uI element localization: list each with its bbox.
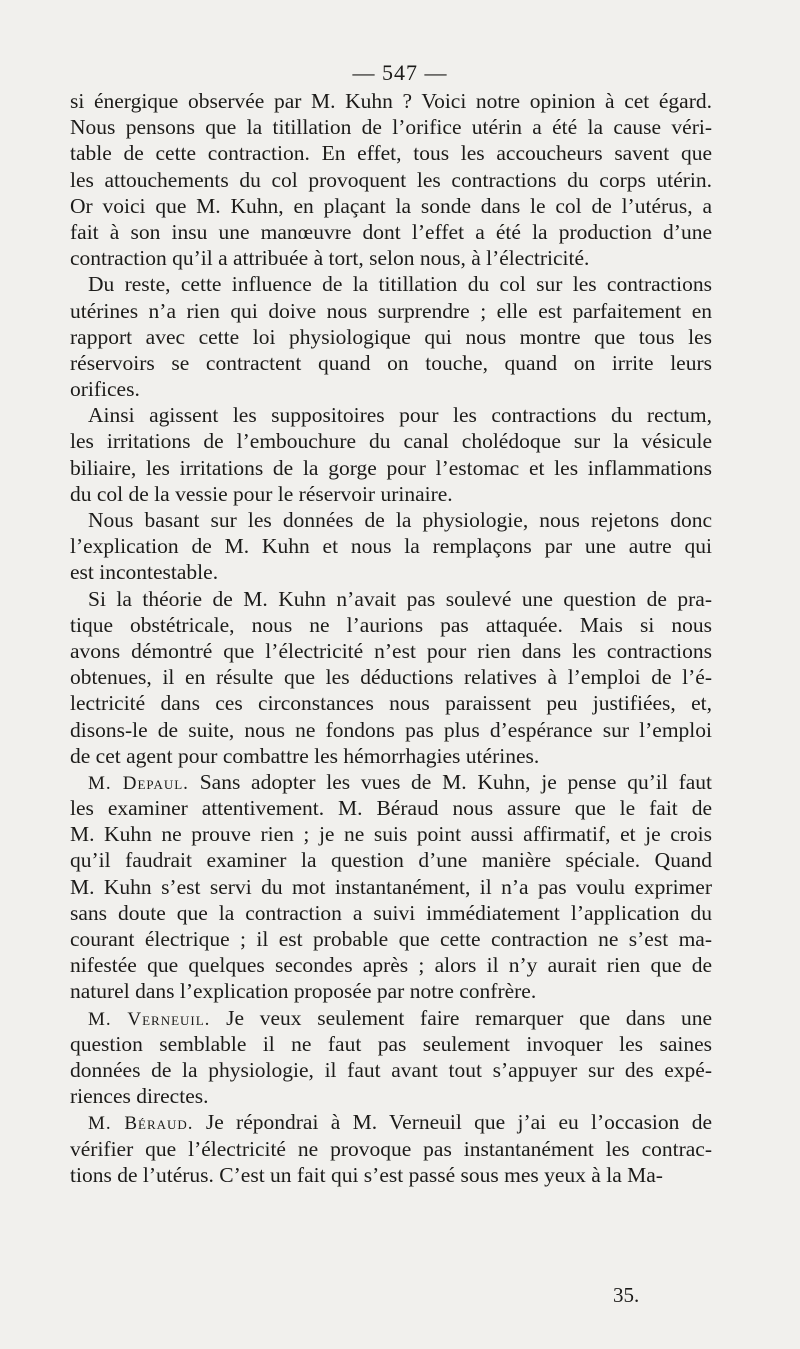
line-text: question semblable il ne faut pas seulement invoquer les saines <box>70 1031 712 1056</box>
line-text: utérines n’a rien qui doive nous surprendre ; elle est parfaitement en <box>70 298 712 323</box>
line-text: tions de l’utérus. C’est un fait qui s’est passé sous mes yeux à la Ma- <box>70 1162 663 1187</box>
text-line <box>70 900 712 926</box>
line-text: riences directes. <box>70 1084 209 1109</box>
line-text: Je veux seulement faire remarquer que dans une <box>226 1005 712 1030</box>
text-line <box>70 455 712 481</box>
line-text: M. Kuhn ne prouve rien ; je ne suis point aussi affirmatif, et je crois <box>70 822 712 847</box>
page-number: — 547 — <box>352 60 448 85</box>
text-line <box>70 638 712 664</box>
line-text: orifices. <box>70 377 140 402</box>
speaker-name: M. Verneuil. <box>88 1008 211 1030</box>
line-text: les attouchements du col provoquent les contractions du corps utérin. <box>70 167 712 192</box>
line-text: Or voici que M. Kuhn, en plaçant la sonde dans le col de l’utérus, a <box>70 193 712 218</box>
line-text: nifestée que quelques secondes après ; alors il n’y aurait rien que de <box>70 953 712 978</box>
line-text: Si la théorie de M. Kuhn n’avait pas soulevé une question de pra- <box>88 586 712 611</box>
text-line <box>70 245 712 271</box>
text-line <box>70 612 712 638</box>
text-line <box>70 1005 712 1031</box>
line-text: de cet agent pour combattre les hémorrhagies utérines. <box>70 743 540 768</box>
line-text: les irritations de l’embouchure du canal cholédoque sur la vésicule <box>70 429 712 454</box>
text-line <box>70 114 712 140</box>
line-text: du col de la vessie pour le réservoir urinaire. <box>70 481 453 506</box>
text-line <box>70 271 712 297</box>
line-text: rapport avec cette loi physiologique qui nous montre que tous les <box>70 324 712 349</box>
line-text: Sans adopter les vues de M. Kuhn, je pense qu’il faut <box>199 769 712 794</box>
text-line <box>70 1162 712 1188</box>
text-line <box>70 821 712 847</box>
text-line <box>70 1083 712 1109</box>
text-line <box>70 1136 712 1162</box>
text-line <box>70 743 712 769</box>
line-text: Du reste, cette influence de la titillation du col sur les contractions <box>88 272 712 297</box>
text-line <box>70 533 712 559</box>
line-text: est incontestable. <box>70 560 219 585</box>
text-line <box>70 978 712 1004</box>
text-line <box>70 847 712 873</box>
line-text: biliaire, les irritations de la gorge pour l’estomac et les inflammations <box>70 455 712 480</box>
line-text: sans doute que la contraction a suivi immédiatement l’application du <box>70 900 712 925</box>
text-line <box>70 769 712 795</box>
text-line <box>70 219 712 245</box>
text-line <box>70 664 712 690</box>
line-text: M. Kuhn s’est servi du mot instantanément, il n’a pas voulu exprimer <box>70 874 712 899</box>
line-text: Ainsi agissent les suppositoires pour les contractions du rectum, <box>88 403 712 428</box>
text-line <box>70 559 712 585</box>
text-line <box>70 795 712 821</box>
text-line <box>70 402 712 428</box>
line-text: fait à son insu une manœuvre dont l’effet a été la production d’une <box>70 219 712 244</box>
line-text: table de cette contraction. En effet, tous les accoucheurs savent que <box>70 141 712 166</box>
line-text: Je répondrai à M. Verneuil que j’ai eu l’occasion de <box>205 1110 713 1135</box>
line-text: données de la physiologie, il faut avant tout s’appuyer sur des expé- <box>70 1057 712 1082</box>
text-line <box>70 1109 712 1135</box>
text-line <box>70 298 712 324</box>
speaker-name: M. Depaul. <box>88 772 189 794</box>
text-line <box>70 1031 712 1057</box>
text-line <box>70 690 712 716</box>
line-text: tique obstétricale, nous ne l’aurions pas attaquée. Mais si nous <box>70 612 712 637</box>
line-text: naturel dans l’explication proposée par notre confrère. <box>70 979 537 1004</box>
text-line <box>70 193 712 219</box>
line-text: courant électrique ; il est probable que cette contraction ne s’est ma- <box>70 927 712 951</box>
line-text: Nous basant sur les données de la physiologie, nous rejetons donc <box>88 508 712 532</box>
text-line <box>70 952 712 978</box>
text-line <box>70 376 712 402</box>
text-line <box>70 874 712 900</box>
text-line <box>70 507 712 533</box>
line-text: lectricité dans ces circonstances nous paraissent peu justifiées, et, <box>70 691 712 716</box>
line-text: l’explication de M. Kuhn et nous la remplaçons par une autre qui <box>70 534 712 559</box>
line-text: qu’il faudrait examiner la question d’une manière spéciale. Quand <box>70 848 712 873</box>
line-text: avons démontré que l’électricité n’est pour rien dans les contractions <box>70 638 712 663</box>
text-line <box>70 717 712 743</box>
body-text <box>70 88 712 1188</box>
line-text: obtenues, il en résulte que les déductions relatives à l’emploi de l’é- <box>70 665 712 690</box>
text-line <box>70 167 712 193</box>
line-text: si énergique observée par M. Kuhn ? Voici notre opinion à cet égard. <box>70 89 712 113</box>
text-line <box>70 324 712 350</box>
text-line <box>70 586 712 612</box>
line-text: les examiner attentivement. M. Béraud nous assure que le fait de <box>70 796 712 821</box>
line-text: réservoirs se contractent quand on touche, quand on irrite leurs <box>70 350 712 375</box>
text-line <box>70 88 712 114</box>
text-line <box>70 481 712 507</box>
text-line <box>70 140 712 166</box>
signature-mark: 35. <box>613 1283 640 1307</box>
text-line <box>70 350 712 376</box>
line-text: vérifier que l’électricité ne provoque pas instantanément les contrac- <box>70 1136 712 1161</box>
line-text: disons-le de suite, nous ne fondons pas plus d’espérance sur l’emploi <box>70 717 712 742</box>
line-text: contraction qu’il a attribuée à tort, selon nous, à l’électricité. <box>70 246 590 271</box>
line-text: Nous pensons que la titillation de l’orifice utérin a été la cause véri- <box>70 115 712 140</box>
text-line <box>70 1057 712 1083</box>
text-line <box>70 926 712 952</box>
speaker-name: M. Béraud. <box>88 1113 194 1135</box>
text-line <box>70 428 712 454</box>
